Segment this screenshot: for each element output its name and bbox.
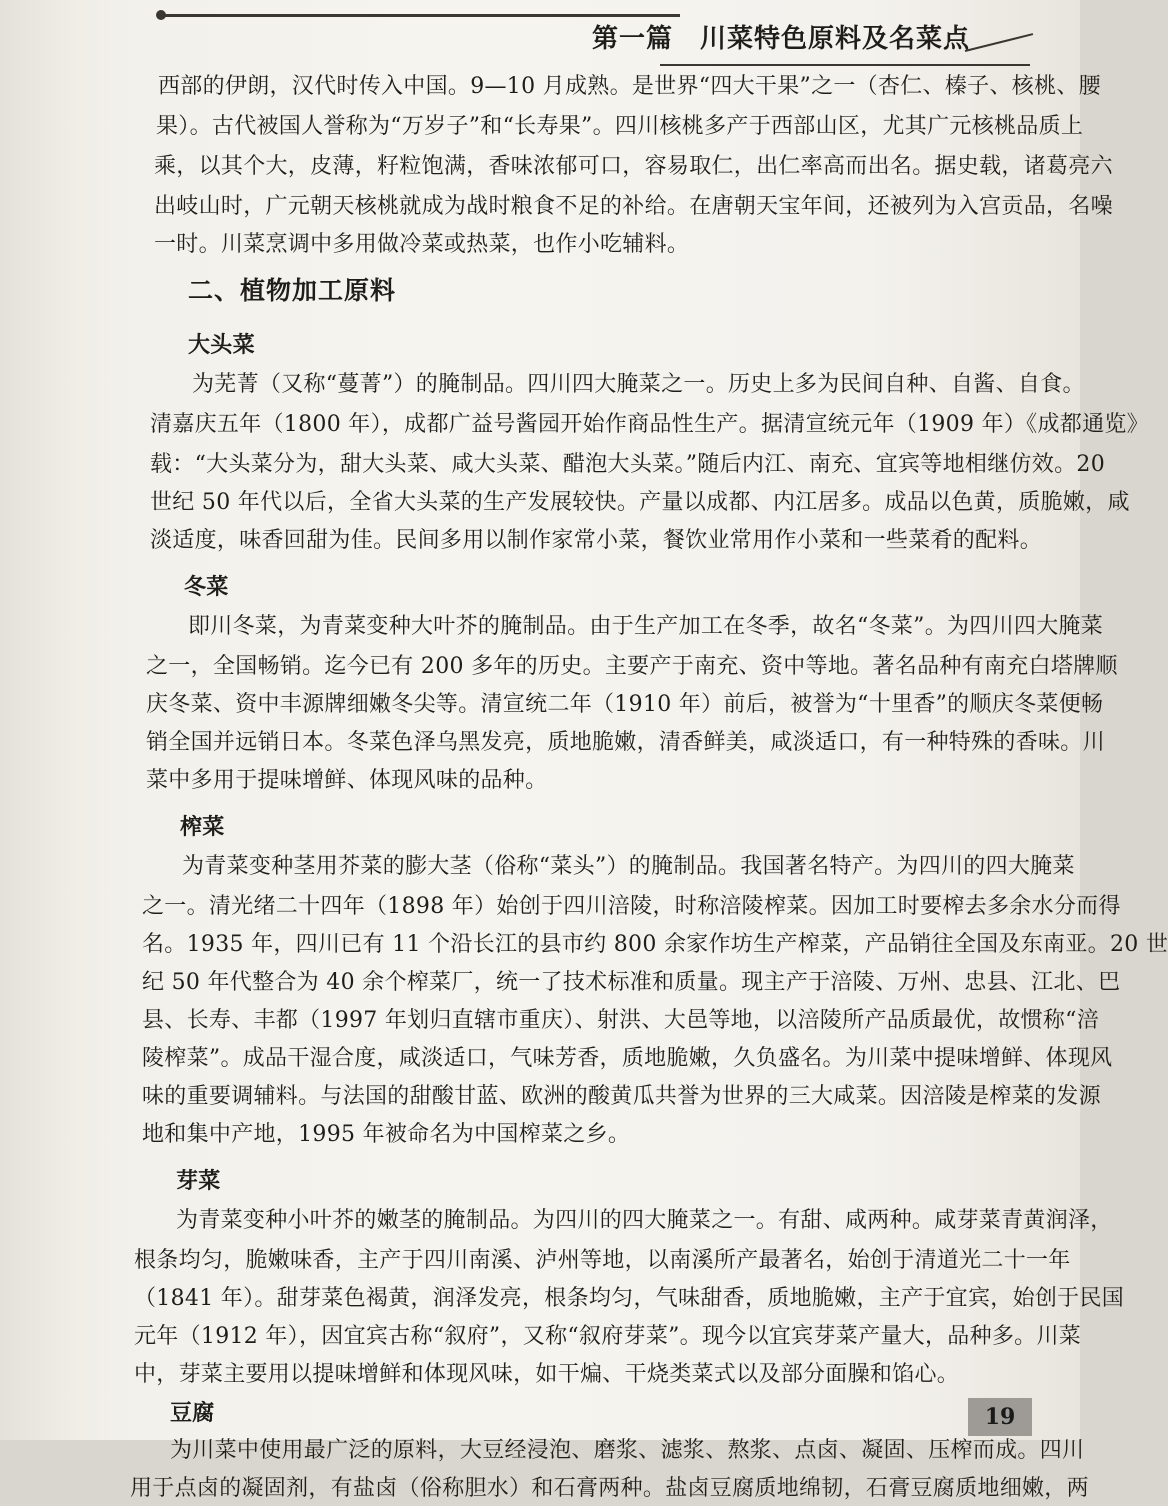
text-line: 味的重要调辅料。与法国的甜酸甘蓝、欧洲的酸黄瓜共誉为世界的三大咸菜。因涪陵是榨菜的发源 <box>142 1084 1101 1109</box>
text-line: 为芜菁（又称“蔓菁”）的腌制品。四川四大腌菜之一。历史上多为民间自种、自酱、自食。 <box>192 372 1085 397</box>
text-line: 用于点卤的凝固剂，有盐卤（俗称胆水）和石膏两种。盐卤豆腐质地绵韧，石膏豆腐质地细嫩，两 <box>130 1476 1089 1501</box>
page-gutter-shadow <box>0 0 120 1440</box>
text-line: 果）。古代被国人誉称为“万岁子”和“长寿果”。四川核桃多产于西部山区，尤其广元核桃品质上 <box>156 114 1084 139</box>
item-heading-doufu: 豆腐 <box>170 1400 215 1426</box>
header-cap-line <box>965 33 1033 52</box>
text-line: （1841 年）。甜芽菜色褐黄，润泽发亮，根条均匀，气味甜香，质地脆嫩，主产于宜宾，始创于民国 <box>134 1286 1125 1311</box>
item-heading-yacai: 芽菜 <box>176 1168 221 1194</box>
text-line: 菜中多用于提味增鲜、体现风味的品种。 <box>146 768 548 793</box>
header-underline <box>660 64 1030 66</box>
text-line: 为青菜变种小叶芥的嫩茎的腌制品。为四川的四大腌菜之一。有甜、咸两种。咸芽菜青黄润泽， <box>176 1208 1113 1233</box>
text-line: 根条均匀，脆嫩味香，主产于四川南溪、泸州等地，以南溪所产最著名，始创于清道光二十一年 <box>134 1248 1071 1273</box>
text-line: 西部的伊朗，汉代时传入中国。9—10 月成熟。是世界“四大干果”之一（杏仁、榛子、核桃、腰 <box>158 74 1101 99</box>
item-heading-zhacai: 榨菜 <box>180 814 225 840</box>
text-line: 世纪 50 年代以后，全省大头菜的生产发展较快。产量以成都、内江居多。成品以色黄，质脆嫩，咸 <box>150 490 1130 515</box>
text-line: 纪 50 年代整合为 40 余个榨菜厂，统一了技术标准和质量。现主产于涪陵、万州、忠县、江北、巴 <box>142 970 1121 995</box>
item-heading-dongcai: 冬菜 <box>184 574 229 600</box>
text-line: 为川菜中使用最广泛的原料，大豆经浸泡、磨浆、滤浆、熬浆、点卤、凝固、压榨而成。四川 <box>170 1438 1085 1463</box>
text-line: 清嘉庆五年（1800 年），成都广益号酱园开始作商品性生产。据清宣统元年（1909 年）《成都通览》 <box>150 412 1149 437</box>
header-rule <box>160 14 680 17</box>
text-line: 之一。清光绪二十四年（1898 年）始创于四川涪陵，时称涪陵榨菜。因加工时要榨去多余水分而得 <box>142 894 1121 919</box>
text-line: 之一，全国畅销。迄今已有 200 多年的历史。主要产于南充、资中等地。著名品种有南充白塔牌顺 <box>146 654 1118 679</box>
text-line: 即川冬菜，为青菜变种大叶芥的腌制品。由于生产加工在冬季，故名“冬菜”。为四川四大腌菜 <box>188 614 1104 639</box>
text-line: 陵榨菜”。成品干湿合度，咸淡适口，气味芳香，质地脆嫩，久负盛名。为川菜中提味增鲜、体现风 <box>142 1046 1113 1071</box>
text-line: 庆冬菜、资中丰源牌细嫩冬尖等。清宣统二年（1910 年）前后，被誉为“十里香”的顺庆冬菜便畅 <box>146 692 1104 717</box>
text-line: 乘，以其个大，皮薄，籽粒饱满，香味浓郁可口，容易取仁，出仁率高而出名。据史载，诸葛亮六 <box>154 154 1113 179</box>
text-line: 中，芽菜主要用以提味增鲜和体现风味，如干煸、干烧类菜式以及部分面臊和馅心。 <box>134 1362 960 1387</box>
text-line: 名。1935 年，四川已有 11 个沿长江的县市约 800 余家作坊生产榨菜，产品销往全国及东南亚。20 世 <box>142 932 1168 957</box>
text-line: 销全国并远销日本。冬菜色泽乌黑发亮，质地脆嫩，清香鲜美，咸淡适口，有一种特殊的香味。川 <box>146 730 1105 755</box>
text-line: 为青菜变种茎用芥菜的膨大茎（俗称“菜头”）的腌制品。我国著名特产。为四川的四大腌菜 <box>182 854 1075 879</box>
text-line: 县、长寿、丰都（1997 年划归直辖市重庆）、射洪、大邑等地，以涪陵所产品质最优，故惯称“涪 <box>142 1008 1100 1033</box>
running-header-title: 第一篇 川菜特色原料及名菜点 <box>591 24 970 54</box>
text-line: 一时。川菜烹调中多用做冷菜或热菜，也作小吃辅料。 <box>154 232 690 257</box>
text-line: 元年（1912 年），因宜宾古称“叙府”，又称“叙府芽菜”。现今以宜宾芽菜产量大，品种多。川菜 <box>134 1324 1082 1349</box>
text-line: 载：“大头菜分为，甜大头菜、咸大头菜、醋泡大头菜。”随后内江、南充、宜宾等地相继仿效。20 <box>150 452 1105 477</box>
text-line: 出岐山时，广元朝天核桃就成为战时粮食不足的补给。在唐朝天宝年间，还被列为入宫贡品，名噪 <box>154 194 1113 219</box>
text-line: 淡适度，味香回甜为佳。民间多用以制作家常小菜，餐饮业常用作小菜和一些菜肴的配料。 <box>150 528 1043 553</box>
item-heading-datoucai: 大头菜 <box>188 332 255 358</box>
page-number: 19 <box>968 1398 1032 1436</box>
section-heading: 二、植物加工原料 <box>188 276 397 305</box>
text-line: 地和集中产地，1995 年被命名为中国榨菜之乡。 <box>142 1122 631 1147</box>
